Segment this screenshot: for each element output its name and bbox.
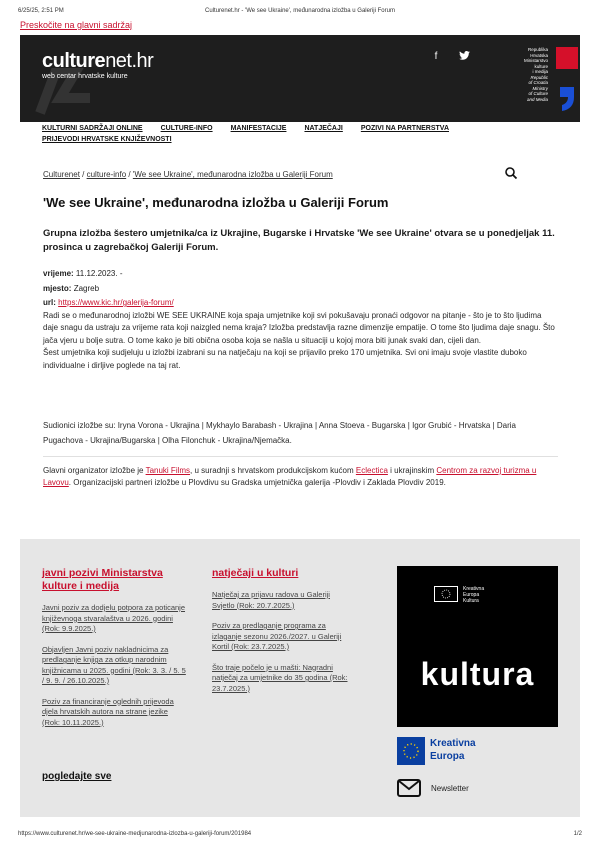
print-datetime: 6/25/25, 2:51 PM [18,8,64,14]
tanuki-films-link[interactable]: Tanuki Films [145,466,191,475]
eu-stars-icon [397,737,425,765]
time-label: vrijeme: [43,269,74,278]
url-label: url: [43,298,56,307]
time-value: 11.12.2023. - [75,269,123,278]
article-body [43,310,558,372]
breadcrumb-section[interactable]: culture-info [86,170,127,179]
page-title: 'We see Ukraine', međunarodna izložba u Galeriji Forum [43,195,389,210]
site-tagline: web centar hrvatske kulture [42,73,128,80]
nav-item-culture-info[interactable]: CULTURE-INFO [160,125,213,132]
article-participants: Sudionici izložbe su: Iryna Vorona - Ukrajina | Mykhaylo Barabash - Ukrajina | Anna Stoeva - Bugarska | Igor Grubić - Hrvatska | Daria Pugachova - Ukrajina/Bugarska | Olha Filonchuk - Ukrajina/Njemačka. [43,421,516,445]
skip-to-content-link[interactable]: Preskočite na glavni sadržaj [20,20,133,30]
nav-item-manifestacije[interactable]: MANIFESTACIJE [230,125,287,132]
ministry-logo-red-square [556,47,578,69]
eclectica-link[interactable]: Eclectica [355,466,388,475]
article-paragraph-2: Šest umjetnika koji sudjeluju u izložbi izabrani su na natječaju na koji se prijavilo preko 170 umjetnika. Svi oni imaju svoje vlastite duboko individualne i dirljive poglede na taj rat. [43,348,527,370]
breadcrumb: Culturenet / culture-info / 'We see Ukraine', međunarodna izložba u Galeriji Forum [43,170,333,179]
newsletter-label: Newsletter [431,783,469,793]
ministry-text: Republika Hrvatska Ministarstvo kulture i medija Republic of Croatia Ministry of Culture and Media [523,47,548,102]
kreativna-europa-small-label: Kreativna Europa Kultura [463,586,485,604]
ministry-logo-blue-mark [558,85,576,113]
tenders-item[interactable]: Što traje počelo je u mašti: Nagradni natječaj za umjetnike do 35 godina (Rok: 23.7.2025.) [212,662,348,693]
search-icon[interactable] [504,166,518,180]
article-lead: Grupna izložba šestero umjetnika/ca iz Ukrajine, Bugarske i Hrvatske 'We see Ukraine' otvara se u ponedjeljak 11. prosinca u zagrebačkoj Galeriji Forum. [43,228,555,253]
print-page-number: 1/2 [573,831,582,837]
breadcrumb-home[interactable]: Culturenet [43,170,80,179]
nav-item-kulturni-sadrzaji[interactable]: KULTURNI SADRŽAJI ONLINE [42,125,143,132]
lviv-tourism-link[interactable]: Centrom za razvoj turizma u Lavovu [43,466,537,488]
print-title: Culturenet.hr - 'We see Ukraine', međunarodna izložba u Galeriji Forum [205,8,395,14]
newsletter-link[interactable] [397,779,469,797]
calls-item[interactable]: Javni poziv za dodjelu potpora za poticanje književnoga stvaralaštva u 2026. godini (Rok: 9.9.2025.) [42,603,186,633]
main-navigation [20,123,580,145]
place-value: Zagreb [73,283,100,293]
calls-item[interactable]: Objavljen Javni poziv nakladnicima za predlaganje knjiga za otkup narodnim knjižnicama u 2025. godini (Rok: 3. 3. / 5. 5 / 9. 9. / 26.10.2025.) [42,644,186,685]
eu-flag-icon [434,586,458,602]
content-divider [43,456,558,457]
tenders-column [212,567,352,704]
kreativna-europa-label: Kreativna Europa [430,738,476,762]
article-organizer: Glavni organizator izložbe je Tanuki Films, u suradnji s hrvatskom produkcijskom kućom Eclectica i ukrajinskim Centrom za razvoj turizma u Lavovu. Organizacijski partneri izložbe u Plovdivu su Gradska umjetnička galerija -Plovdiv i Zaklada Plovdiv 2019. [43,466,537,488]
site-header [20,35,580,122]
nav-item-prijevodi[interactable]: PRIJEVODI HRVATSKE KNJIŽEVNOSTI [42,136,172,143]
breadcrumb-current[interactable]: 'We see Ukraine', međunarodna izložba u Galeriji Forum [132,170,333,179]
nav-row-1 [42,125,449,132]
ministry-logo[interactable] [556,47,578,111]
print-header [18,8,582,18]
envelope-icon [397,779,421,797]
calls-item[interactable]: Poziv za financiranje oglednih prijevoda djela hrvatskih autora na strane jezike (Rok: 10.11.2025.) [42,696,174,727]
nav-row-2 [42,136,172,143]
kultura-banner[interactable] [397,566,558,727]
kreativna-europa-logo[interactable] [397,737,497,767]
print-url: https://www.culturenet.hr/we-see-ukraine-medjunarodna-izlozba-u-galeriji-forum/201984 [18,831,252,837]
event-meta [43,267,174,311]
tenders-item[interactable]: Natječaj za prijavu radova u Galeriji Svjetlo (Rok: 20.7.2025.) [212,590,330,610]
facebook-icon[interactable]: f [434,51,438,62]
tenders-item[interactable]: Poziv za predlaganje programa za izlaganje sezonu 2026./2027. u Galeriji Kortil (Rok: 23.7.2025.) [212,621,342,651]
nav-item-natjecaji[interactable]: NATJEČAJI [304,125,343,132]
footer-section [20,539,580,817]
article-paragraph-1: Radi se o međunarodnoj izložbi WE SEE UKRAINE koja spaja umjetnike koji svi pokušavaju pronaći odgovor na pitanje - što je to što ljudima daje snagu da ustraju za vrijeme rata koji naizgled nema kraja? Izložba predstavlja razne dimenzije empatije. O tome što ljudima daje snagu. Što jača vjeru u bolje sutra. O tome kako je biti obična osoba koja se našla u situaciji u kojoj mora biti junak svaki dan, cijeli dan. [43,311,555,345]
kultura-wordmark: kultura [420,656,535,692]
nav-item-pozivi[interactable]: POZIVI NA PARTNERSTVA [360,125,449,132]
event-url-link[interactable]: https://www.kic.hr/galerija-forum/ [58,298,174,307]
see-all-link[interactable]: pogledajte sve [42,771,112,782]
print-footer [18,831,582,841]
twitter-icon[interactable] [458,51,470,63]
social-links [430,51,470,63]
tenders-title[interactable]: natječaji u kulturi [212,567,299,579]
calls-title[interactable]: javni pozivi Ministarstva kulture i medija [42,567,163,592]
place-label: mjesto: [43,283,72,293]
calls-column [42,567,187,738]
site-logo[interactable]: culturenet.hr [42,50,154,72]
